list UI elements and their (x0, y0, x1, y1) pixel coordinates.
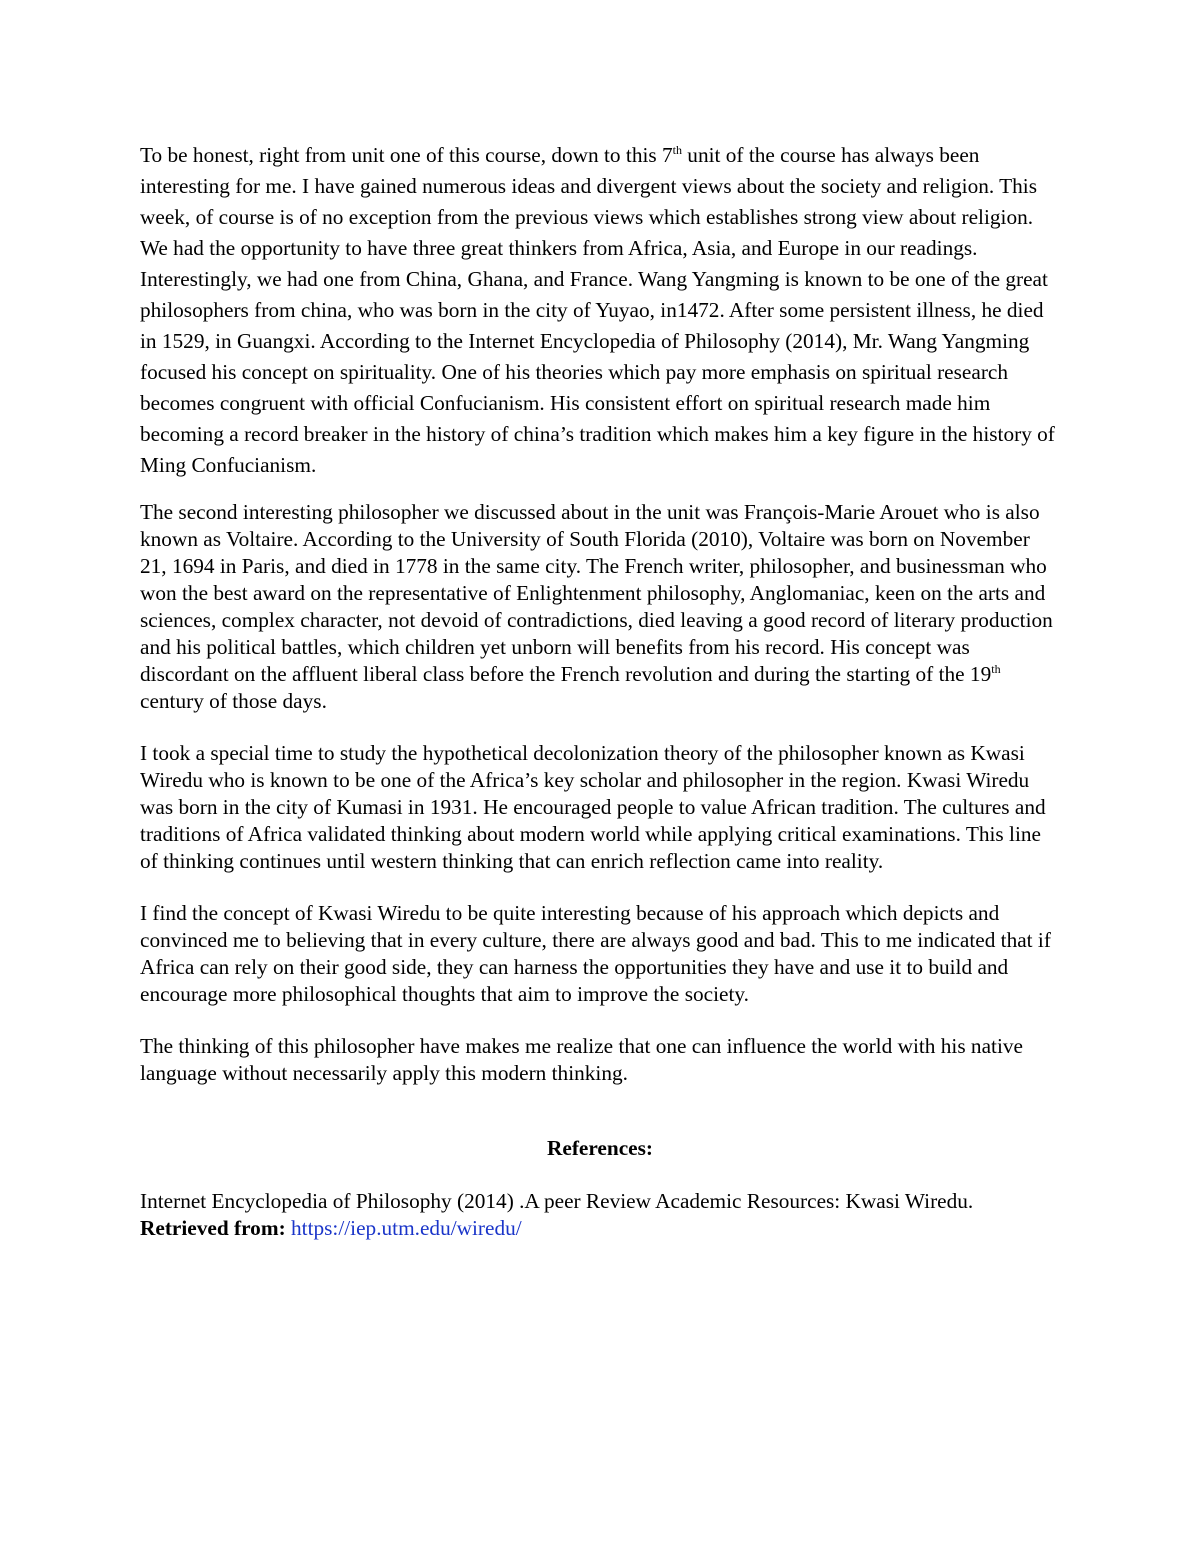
retrieved-from-label: Retrieved from: (140, 1216, 286, 1240)
superscript-th: th (672, 143, 682, 157)
paragraph-1 (140, 140, 1060, 481)
document-page (140, 140, 1060, 1242)
paragraph-2-text-b: century of those days. (140, 689, 327, 713)
superscript-th: th (991, 662, 1001, 676)
reference-link[interactable]: https://iep.utm.edu/wiredu/ (291, 1216, 522, 1240)
references-heading: References: (546, 1136, 654, 1160)
paragraph-2 (140, 499, 1060, 715)
reference-entry (140, 1188, 1060, 1242)
paragraph-1-text-a: To be honest, right from unit one of this course, down to this 7 (140, 143, 673, 167)
paragraph-3: I took a special time to study the hypothetical decolonization theory of the philosopher known as Kwasi Wiredu who is known to be one of the Africa’s key scholar and philosopher in the region. Kwasi Wiredu was born in the city of Kumasi in 1931. He encouraged people to value African tradition. The cultures and traditions of Africa validated thinking about modern world while applying critical examinations. This line of thinking continues until western thinking that can enrich reflection came into reality. (140, 741, 1046, 873)
paragraph-4: I find the concept of Kwasi Wiredu to be quite interesting because of his approach which depicts and convinced me to believing that in every culture, there are always good and bad. This to me indicated that if Africa can rely on their good side, they can harness the opportunities they have and use it to build and encourage more philosophical thoughts that aim to improve the society. (140, 901, 1051, 1006)
paragraph-1-text-b: unit of the course has always been interesting for me. I have gained numerous ideas and divergent views about the society and religion. This week, of course is of no exception from the previous views which establishes strong view about religion. We had the opportunity to have three great thinkers from Africa, Asia, and Europe in our readings. Interestingly, we had one from China, Ghana, and France. Wang Yangming is known to be one of the great philosophers from china, who was born in the city of Yuyao, in1472. After some persistent illness, he died in 1529, in Guangxi. According to the Internet Encyclopedia of Philosophy (2014), Mr. Wang Yangming focused his concept on spirituality. One of his theories which pay more emphasis on spiritual research becomes congruent with official Confucianism. His consistent effort on spiritual research made him becoming a record breaker in the history of china’s tradition which makes him a key figure in the history of Ming Confucianism. (140, 143, 1055, 477)
paragraph-2-text-a: The second interesting philosopher we discussed about in the unit was François-Marie Arouet who is also known as Voltaire. According to the University of South Florida (2010), Voltaire was born on November 21, 1694 in Paris, and died in 1778 in the same city. The French writer, philosopher, and businessman who won the best award on the representative of Enlightenment philosophy, Anglomaniac, keen on the arts and sciences, complex character, not devoid of contradictions, died leaving a good record of literary production and his political battles, which children yet unborn will benefits from his record. His concept was discordant on the affluent liberal class before the French revolution and during the starting of the 19 (140, 500, 1053, 686)
paragraph-5: The thinking of this philosopher have makes me realize that one can influence the world with his native language without necessarily apply this modern thinking. (140, 1034, 1023, 1085)
reference-text: Internet Encyclopedia of Philosophy (2014) .A peer Review Academic Resources: Kwasi Wiredu. (140, 1189, 974, 1213)
